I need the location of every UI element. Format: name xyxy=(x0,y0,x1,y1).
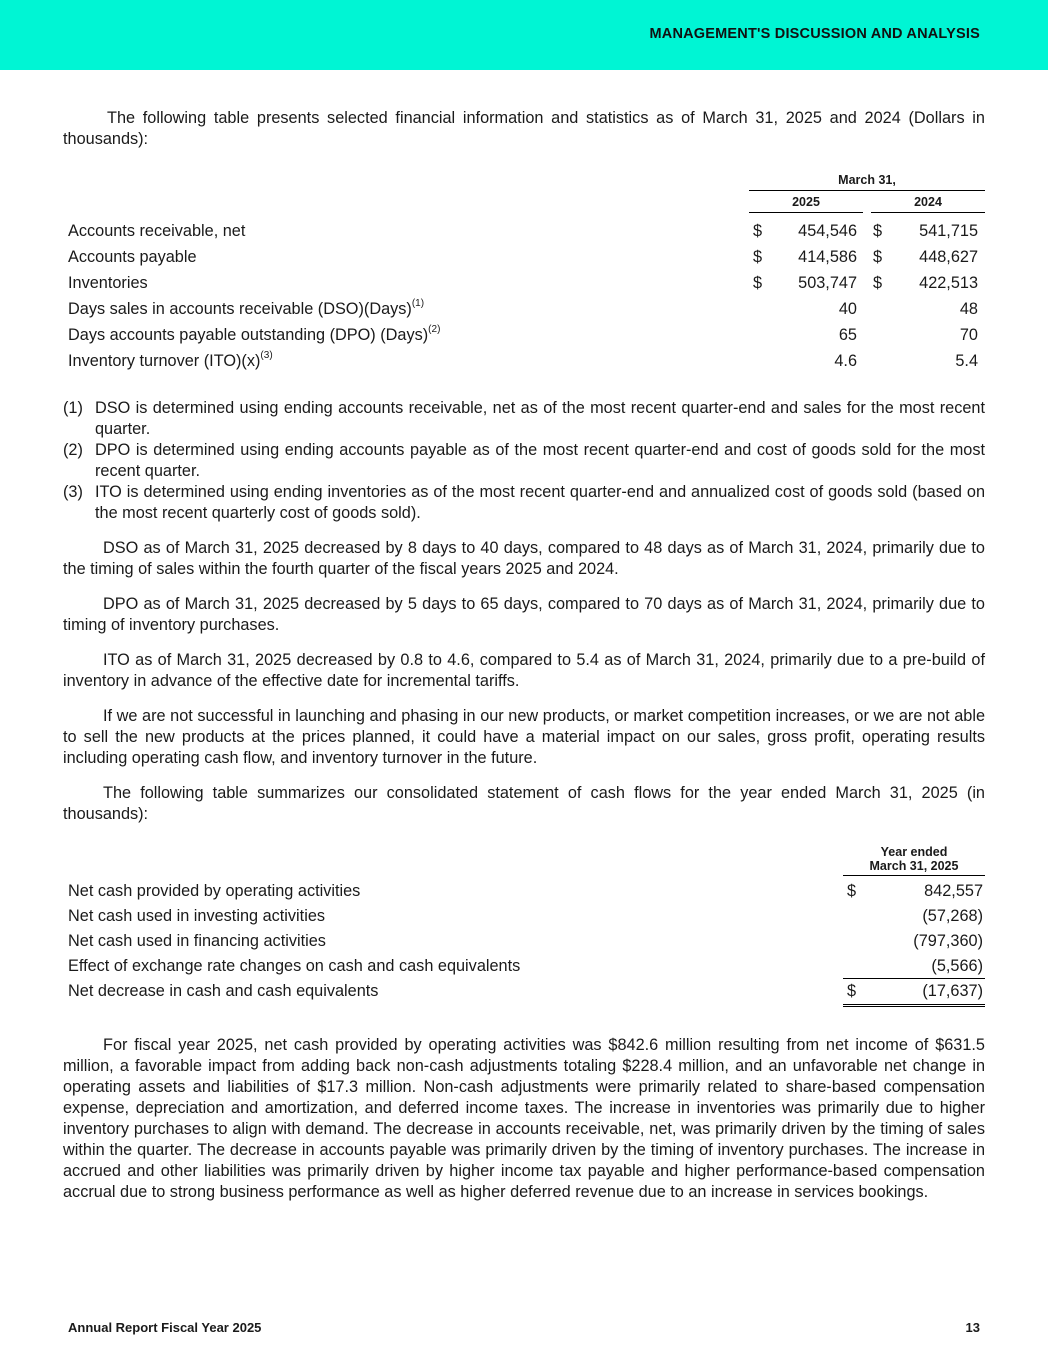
cash-flow-intro-paragraph: The following table summarizes our consolidated statement of cash flows for the year ended March 31, 2025 (in thousands): xyxy=(63,784,985,823)
value-2024: 5.4 xyxy=(955,352,978,370)
table-row xyxy=(63,270,985,296)
table-row xyxy=(63,322,985,348)
cash-flow-table xyxy=(63,835,985,1013)
footnote xyxy=(63,398,985,440)
table-row xyxy=(63,929,985,954)
value-2024: 70 xyxy=(959,326,978,344)
row-label: Days sales in accounts receivable (DSO)(Days)$^{(1)}$ xyxy=(68,298,425,318)
page-content xyxy=(63,108,985,1203)
column-header-2024: 2024 xyxy=(871,194,985,213)
footnote-number: (3) xyxy=(63,483,83,501)
currency-symbol: $ xyxy=(753,222,763,240)
row-label: Accounts payable xyxy=(68,248,197,266)
dso-paragraph: DSO as of March 31, 2025 decreased by 8 days to 40 days, compared to 48 days as of March 31, 2024, primarily due to the timing of sales within the fourth quarter of the fiscal years 2025 and 2024. xyxy=(63,539,985,578)
row-value: (797,360) xyxy=(913,932,983,950)
value-2024: 541,715 xyxy=(919,222,978,240)
section-title: MANAGEMENT'S DISCUSSION AND ANALYSIS xyxy=(649,26,980,42)
value-2025: 65 xyxy=(838,326,857,344)
row-label: Net decrease in cash and cash equivalents xyxy=(68,982,379,1000)
value-2025: 4.6 xyxy=(834,352,857,370)
currency-symbol: $ xyxy=(847,982,857,1000)
row-label: Net cash used in investing activities xyxy=(68,907,326,925)
row-value: (5,566) xyxy=(931,957,983,975)
currency-symbol: $ xyxy=(873,222,883,240)
cash-flow-discussion-paragraph: For fiscal year 2025, net cash provided by operating activities was $842.6 million resulting from net income of $631.5 million, a favorable impact from adding back non-cash adjustments totaling $228.4 million, and an unfavorable net change in operating assets and liabilities of $17.3 million. Non-cash adjustments were primarily related to share-based compensation expense, depreciation and amortization, and deferred income taxes. The increase in inventories was primarily due to higher inventory purchases to align with demand. The decrease in accounts receivable, net, was primarily driven by the timing of sales within the quarter. The decrease in accounts payable was primarily driven by the timing of inventory purchases. The increase in accrued and other liabilities was primarily driven by higher income tax payable and higher performance-based compensation accrual due to strong business performance as well as higher deferred revenue due to an increase in services bookings. xyxy=(63,1036,985,1201)
table-row xyxy=(63,954,985,979)
footnotes xyxy=(63,398,985,524)
footnote-text: ITO is determined using ending inventories as of the most recent quarter-end and annualized cost of goods sold (based on the most recent quarterly cost of goods sold). xyxy=(95,483,985,522)
column-header-2025: 2025 xyxy=(749,194,863,213)
dpo-paragraph: DPO as of March 31, 2025 decreased by 5 days to 65 days, compared to 70 days as of March 31, 2024, primarily due to timing of inventory purchases. xyxy=(63,595,985,634)
row-label: Accounts receivable, net xyxy=(68,222,246,240)
footnote xyxy=(63,482,985,524)
footer-report-title: Annual Report Fiscal Year 2025 xyxy=(68,1320,262,1335)
row-label: Effect of exchange rate changes on cash and cash equivalents xyxy=(68,957,521,975)
row-label: Net cash used in financing activities xyxy=(68,932,326,950)
table-row xyxy=(63,218,985,244)
value-2024: 422,513 xyxy=(919,274,978,292)
intro-paragraph: The following table presents selected financial information and statistics as of March 31, 2025 and 2024 (Dollars in thousands): xyxy=(63,109,985,148)
value-2025: 414,586 xyxy=(798,248,857,266)
currency-symbol: $ xyxy=(753,274,763,292)
table-row xyxy=(63,296,985,322)
table-row xyxy=(63,348,985,374)
table-row xyxy=(63,979,985,1004)
currency-symbol: $ xyxy=(873,248,883,266)
table-group-header: March 31, xyxy=(749,172,985,191)
page-number: 13 xyxy=(965,1320,980,1335)
currency-symbol: $ xyxy=(753,248,763,266)
footnote-number: (1) xyxy=(63,399,83,417)
footnote-number: (2) xyxy=(63,441,83,459)
footnote-text: DSO is determined using ending accounts receivable, net as of the most recent quarter-end and sales for the most recent quarter. xyxy=(95,399,985,438)
row-label: Inventory turnover $(ITO)(x)^{(3)}$ xyxy=(68,350,273,370)
row-label: Net cash provided by operating activities xyxy=(68,882,361,900)
value-2025: 40 xyxy=(838,300,857,318)
row-value: (57,268) xyxy=(922,907,983,925)
footnote xyxy=(63,440,985,482)
currency-symbol: $ xyxy=(873,274,883,292)
currency-symbol: $ xyxy=(847,882,857,900)
value-2025: 454,546 xyxy=(798,222,857,240)
footnote-text: DPO is determined using ending accounts payable as of the most recent quarter-end and cost of goods sold for the most recent quarter. xyxy=(95,441,985,480)
financial-stats-table xyxy=(63,170,985,374)
value-2024: 448,627 xyxy=(919,248,978,266)
value-2025: 503,747 xyxy=(798,274,857,292)
cash-flow-column-header: Year ended March 31, 2025 xyxy=(843,845,985,876)
table-row xyxy=(63,904,985,929)
table-row xyxy=(63,244,985,270)
ito-paragraph: ITO as of March 31, 2025 decreased by 0.8 to 4.6, compared to 5.4 as of March 31, 2024, primarily due to a pre-build of inventory in advance of the effective date for incremental tariffs. xyxy=(63,651,985,690)
row-label: Inventories xyxy=(68,274,148,292)
value-2024: 48 xyxy=(959,300,978,318)
row-value: (17,637) xyxy=(922,982,983,1000)
header-band xyxy=(0,0,1048,70)
total-double-rule xyxy=(843,1004,985,1007)
table-row xyxy=(63,879,985,904)
risk-paragraph: If we are not successful in launching and phasing in our new products, or market competition increases, or we are not able to sell the new products at the prices planned, it could have a material impact on our sales, gross profit, operating results including operating cash flow, and inventory turnover in the future. xyxy=(63,707,985,767)
row-label: Days accounts payable outstanding (DPO) (Days)$^{(2)}$ xyxy=(68,324,441,344)
row-value: 842,557 xyxy=(924,882,983,900)
